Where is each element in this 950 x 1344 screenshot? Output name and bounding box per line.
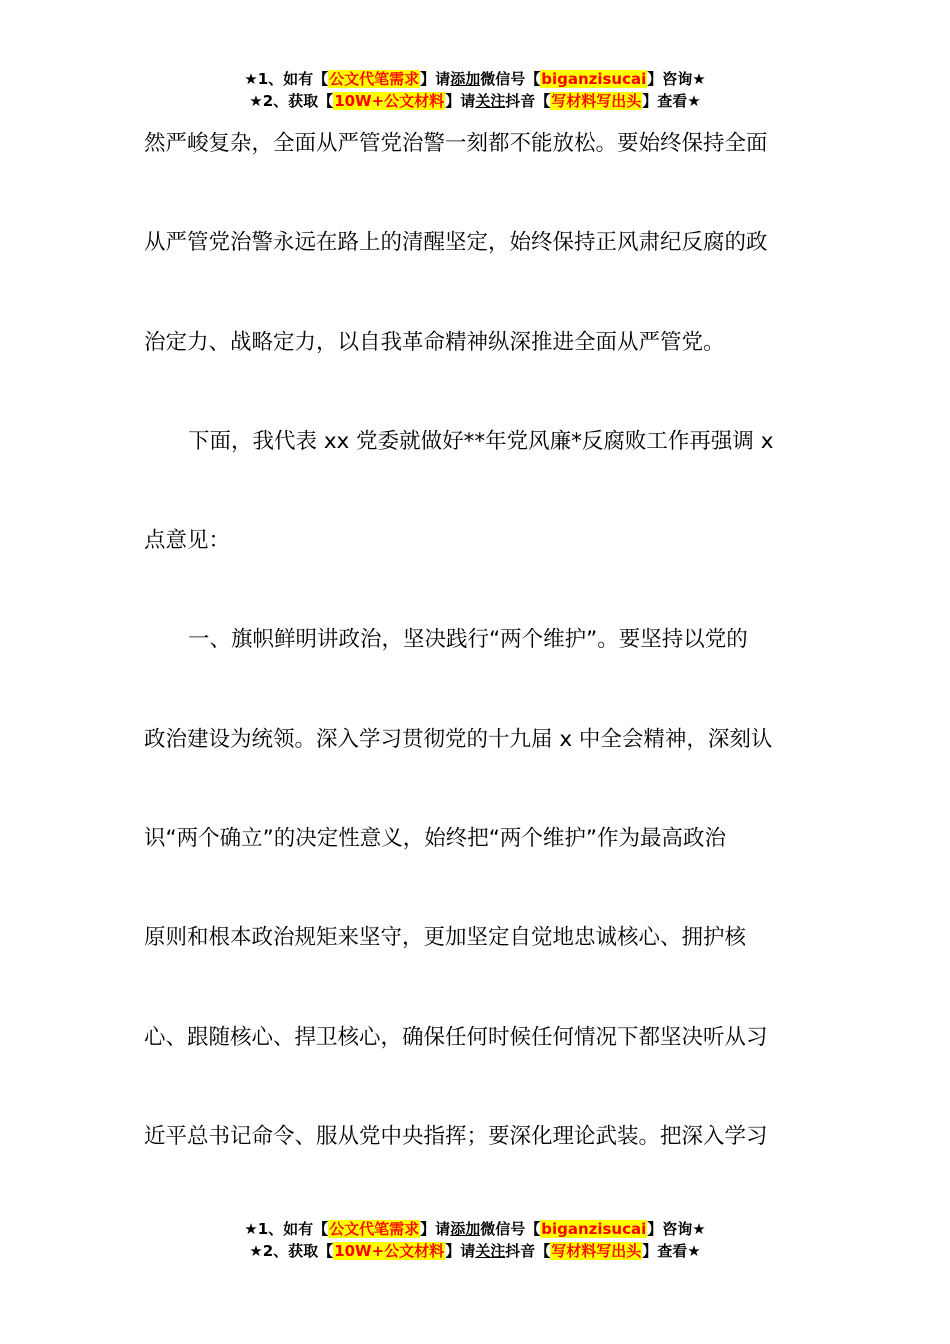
- banner-highlight: 写材料写出头: [551, 92, 642, 110]
- body-line: 近平总书记命令、服从党中央指挥；要深化理论武装。把深入学习: [144, 1123, 768, 1149]
- body-line: 心、跟随核心、捍卫核心，确保任何时候任何情况下都坚决听从习: [144, 1024, 768, 1050]
- header-banner: [0, 68, 950, 112]
- banner-line-1: [0, 68, 950, 90]
- banner-text: 抖音【: [505, 92, 551, 110]
- banner-text: 】请: [445, 1242, 476, 1260]
- banner-line-2: [0, 90, 950, 112]
- body-line: 然严峻复杂，全面从严管党治警一刻都不能放松。要始终保持全面: [144, 131, 768, 156]
- banner-highlight: biganzisucai: [541, 70, 647, 88]
- banner-highlight: 公文代笔需求: [329, 70, 420, 88]
- body-line: 识“两个确立”的决定性意义，始终把“两个维护”作为最高政治: [144, 826, 727, 852]
- banner-highlight: 写材料写出头: [551, 1242, 642, 1260]
- banner-text: 】查看★: [642, 1242, 701, 1260]
- banner-text: 抖音【: [505, 1242, 551, 1260]
- body-line: 下面，我代表 xx 党委就做好**年党风廉*反腐败工作再强调 x: [188, 428, 774, 454]
- banner-text: 】咨询★: [647, 70, 706, 88]
- banner-text: 微信号【: [480, 1220, 541, 1238]
- banner-text: 】请: [420, 70, 451, 88]
- section-heading-line: 一、旗帜鲜明讲政治，坚决践行“两个维护”。要坚持以党的: [188, 627, 748, 653]
- banner-text: 】查看★: [642, 92, 701, 110]
- banner-highlight: 公文代笔需求: [329, 1220, 420, 1238]
- banner-text: ★1、如有【: [244, 1220, 329, 1238]
- body-line: 原则和根本政治规矩来坚守，更加坚定自觉地忠诚核心、拥护核: [144, 925, 747, 951]
- banner-underlined: 添加: [450, 1220, 481, 1238]
- banner-highlight: 10W+公文材料: [334, 1242, 445, 1260]
- banner-text: ★2、获取【: [249, 1242, 334, 1260]
- banner-line-2: [0, 1240, 950, 1262]
- banner-underlined: 关注: [475, 1242, 506, 1260]
- body-line: 从严管党治警永远在路上的清醒坚定，始终保持正风肃纪反腐的政: [144, 230, 768, 256]
- document-body: [144, 120, 794, 1212]
- banner-underlined: 关注: [475, 92, 506, 110]
- banner-text: 微信号【: [480, 70, 541, 88]
- banner-text: 】请: [445, 92, 476, 110]
- banner-text: ★1、如有【: [244, 70, 329, 88]
- body-line: 治定力、战略定力，以自我革命精神纵深推进全面从严管党。: [144, 329, 725, 355]
- banner-text: 】请: [420, 1220, 451, 1238]
- banner-text: ★2、获取【: [249, 92, 334, 110]
- banner-highlight: 10W+公文材料: [334, 92, 445, 110]
- banner-text: 】咨询★: [647, 1220, 706, 1238]
- body-line: 政治建设为统领。深入学习贯彻党的十九届 x 中全会精神，深刻认: [144, 726, 773, 752]
- footer-banner: [0, 1218, 950, 1262]
- banner-underlined: 添加: [450, 70, 481, 88]
- banner-highlight: biganzisucai: [541, 1220, 647, 1238]
- banner-line-1: [0, 1218, 950, 1240]
- body-line: 点意见：: [144, 528, 231, 554]
